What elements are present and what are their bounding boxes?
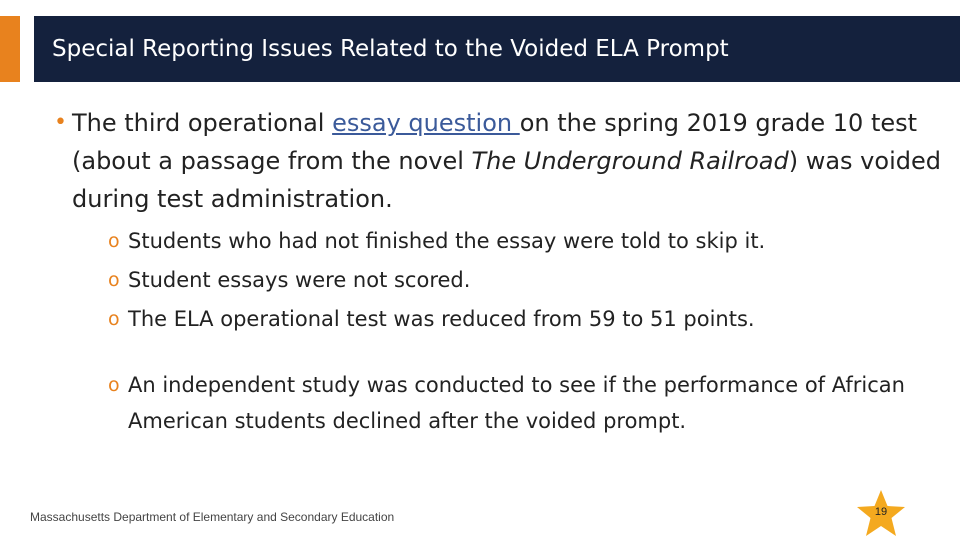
accent-bar [0,16,20,82]
sub-bullet-item [108,261,950,300]
bullet-marker: • [54,110,67,135]
title-bar [34,16,960,82]
main-bullet-text-start: The third operational [72,109,333,137]
sub-bullet-text: Student essays were not scored. [128,268,471,292]
sub-bullet-item [108,300,950,339]
sub-bullet-text: An independent study was conducted to see if the performance of African American students declined after the voided prompt. [128,373,905,433]
sub-bullet-item [108,367,950,439]
essay-question-link[interactable]: essay question [332,109,520,137]
page-number-badge [852,488,910,540]
main-bullet [50,104,950,218]
sub-bullet-marker: o [108,230,120,252]
sub-bullet-marker: o [108,308,120,330]
slide-title: Special Reporting Issues Related to the Voided ELA Prompt [52,36,729,62]
sub-bullet-marker: o [108,269,120,291]
novel-title: The Underground Railroad [471,147,789,175]
main-bullet-text-middle: on the spring 2019 grade 10 test (about a passage from the novel [72,109,918,175]
footer-organization: Massachusetts Department of Elementary and Secondary Education [30,510,395,524]
sub-bullet-list [50,222,950,439]
main-bullet-text-end: ) was voided during test administration. [72,147,941,213]
sub-bullet-marker: o [108,374,120,396]
slide-content [50,104,950,439]
sub-bullet-text: The ELA operational test was reduced from 59 to 51 points. [128,307,755,331]
sub-bullet-text: Students who had not finished the essay were told to skip it. [128,229,766,253]
sub-bullet-item [108,222,950,261]
page-number: 19 [874,506,888,518]
